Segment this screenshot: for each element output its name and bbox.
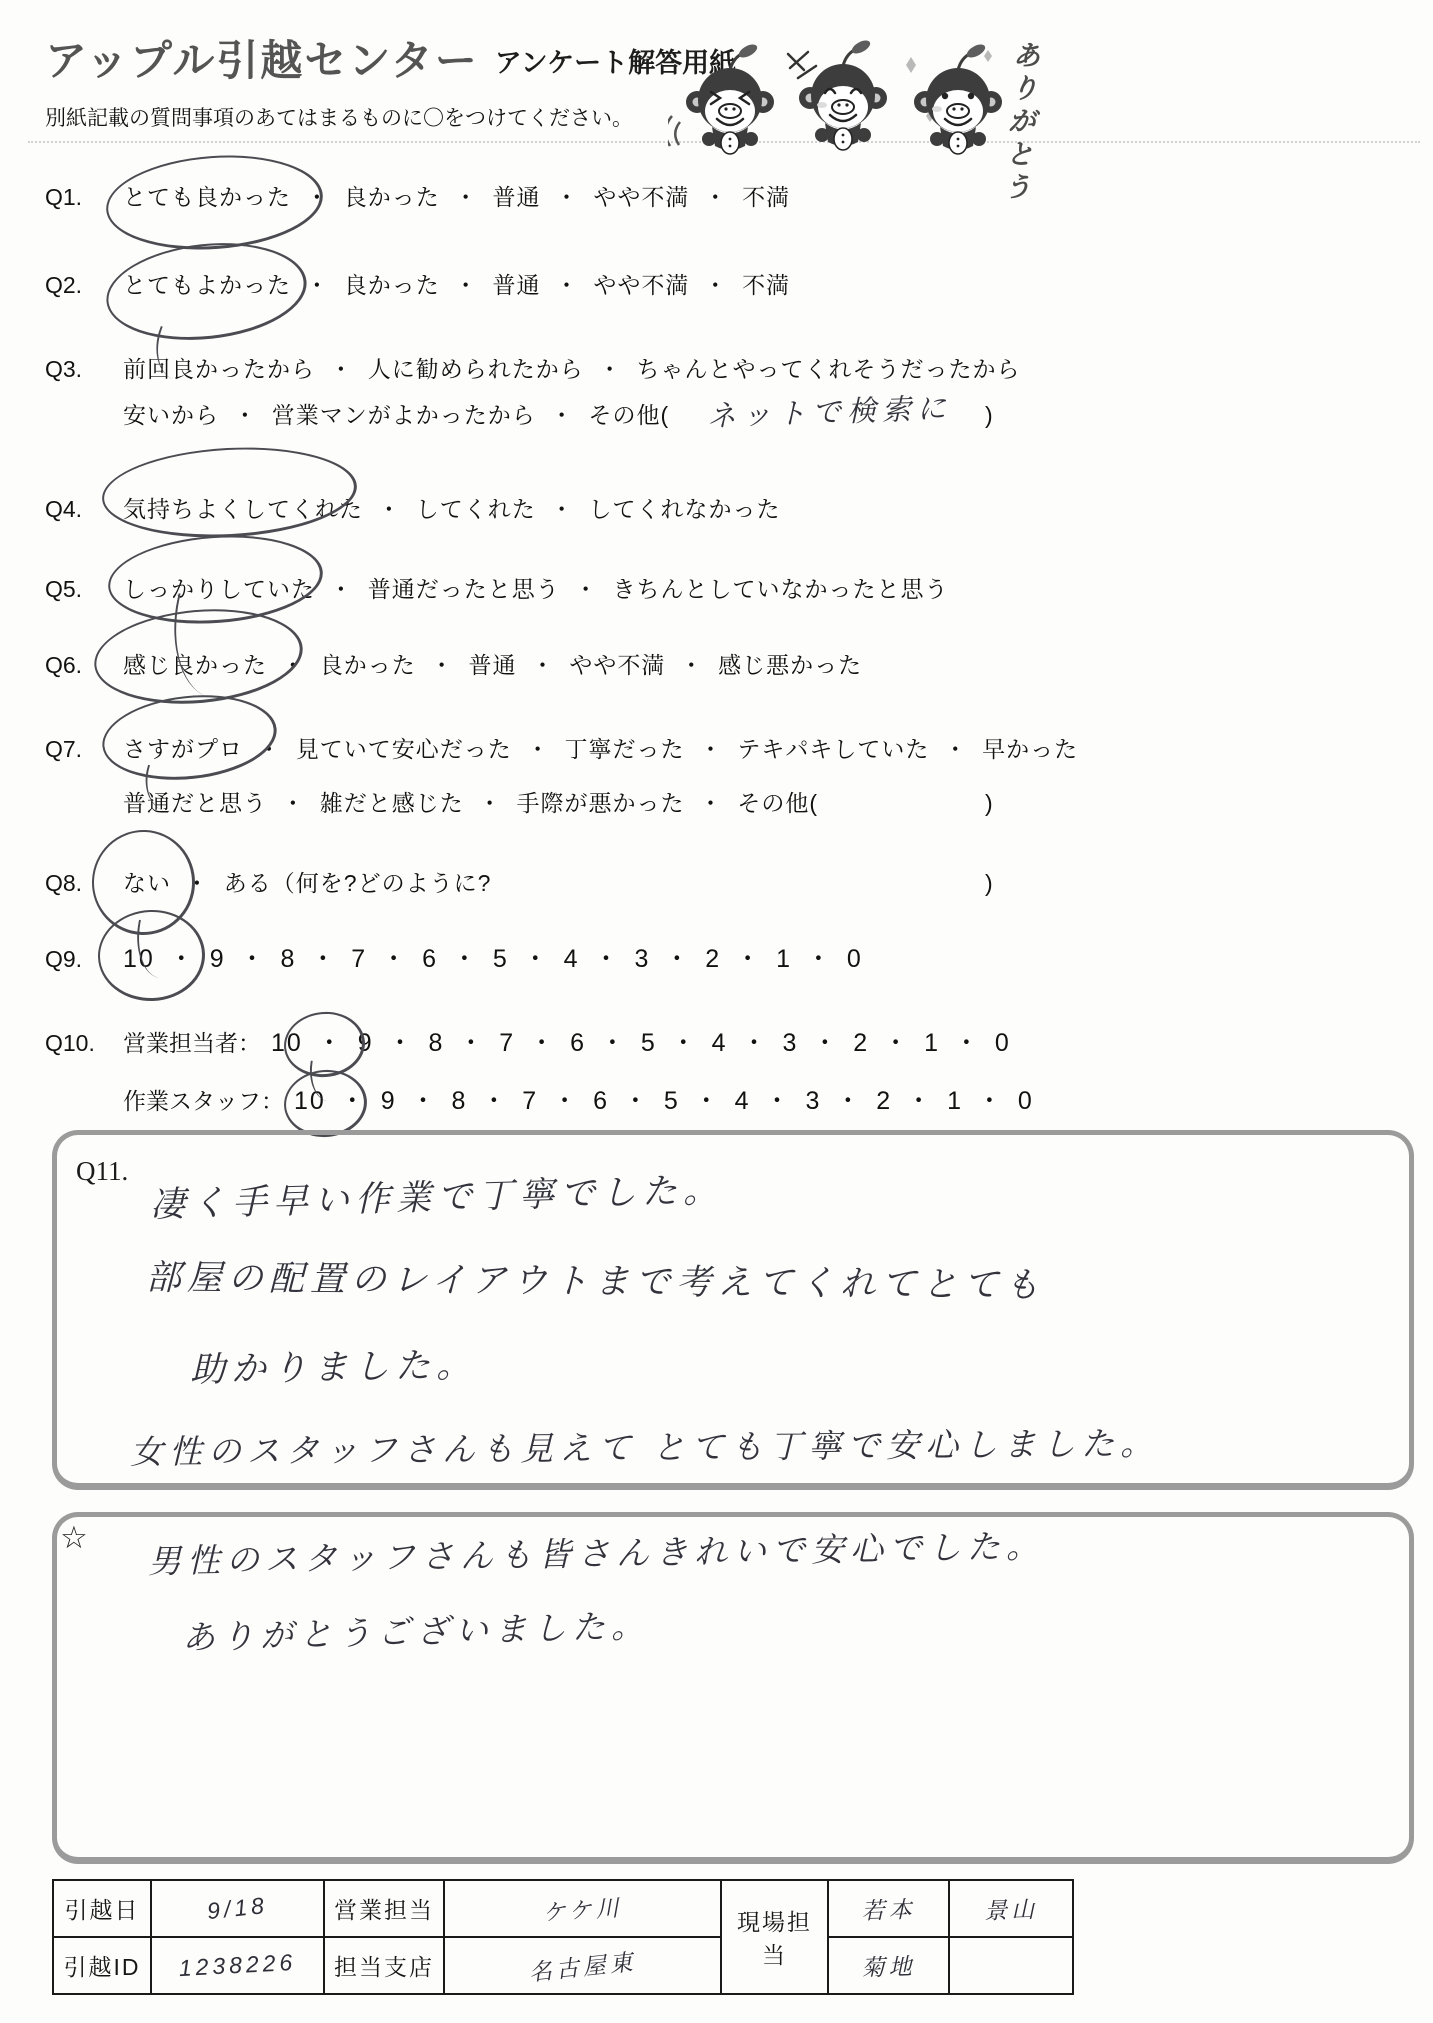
- question-number-q3: Q3.: [45, 356, 83, 382]
- branch-value: 名古屋東: [442, 1923, 723, 2009]
- score-scale-q9: 10 ・ 9 ・ 8 ・ 7 ・ 6 ・ 5 ・ 4 ・ 3 ・ 2 ・ 1 ・ 0: [123, 945, 863, 973]
- sales-rep-value: ケケ川: [442, 1870, 722, 1946]
- header: [45, 37, 737, 84]
- branch-label: 担当支店: [324, 1937, 444, 1994]
- score-label-staff: 作業スタッフ：: [123, 1088, 284, 1114]
- question-number-q6: Q6.: [45, 652, 83, 678]
- move-id-value: 1238226: [150, 1933, 326, 1999]
- footer-table: [52, 1879, 1074, 1995]
- close-paren-q8: ): [985, 870, 993, 896]
- empty-cell: [949, 1937, 1073, 1994]
- question-options-q5: しっかりしていた ・ 普通だったと思う ・ きちんとしていなかったと思う: [123, 576, 949, 602]
- question-options-q3-line1: 前回良かったから ・ 人に勧められたから ・ ちゃんとやってくれそうだったから: [123, 356, 1021, 382]
- question-row-q10-staff: [45, 1086, 1034, 1116]
- site-crew-name-1: 若本: [827, 1878, 950, 1939]
- question-row-q3-line1: [45, 354, 1021, 384]
- handwritten-circle-q7: [98, 687, 281, 788]
- handwritten-comment-line: 凄く手早い作業で丁寧でした。: [149, 1170, 725, 1225]
- question-options-q6: 感じ良かった ・ 良かった ・ 普通 ・ やや不満 ・ 感じ悪かった: [123, 652, 863, 678]
- handwritten-answer-q3-other: ネットで検索に: [706, 392, 953, 434]
- question-number-q8: Q8.: [45, 870, 83, 896]
- score-label-sales: 営業担当者：: [123, 1030, 261, 1056]
- score-scale-q10-sales: 10 ・ 9 ・ 8 ・ 7 ・ 6 ・ 5 ・ 4 ・ 3 ・ 2 ・ 1 ・ 0: [271, 1029, 1011, 1057]
- question-number-q7: Q7.: [45, 736, 83, 762]
- question-options-q3-line2: 安いから ・ 営業マンがよかったから ・ その他(: [123, 402, 670, 428]
- question-options-q4: 気持ちよくしてくれた ・ してくれた ・ してくれなかった: [123, 496, 781, 522]
- question-options-q1: とても良かった ・ 良かった ・ 普通 ・ やや不満 ・ 不満: [123, 184, 791, 210]
- handwritten-circle-q4: [100, 441, 359, 543]
- handwritten-comment-line: 助かりました。: [189, 1345, 478, 1390]
- question-number-q11: Q11.: [76, 1156, 129, 1186]
- question-number-spacer: [45, 1086, 123, 1116]
- question-options-q2: とてもよかった ・ 良かった ・ 普通 ・ やや不満 ・ 不満: [123, 272, 791, 298]
- move-date-label: 引越日: [53, 1880, 151, 1937]
- site-crew-name-3: 菊地: [827, 1935, 950, 1996]
- instruction-text: 別紙記載の質問事項のあてはまるものに〇をつけてください。: [45, 107, 633, 130]
- move-id-label: 引越ID: [53, 1937, 151, 1994]
- table-row: [53, 1880, 1073, 1937]
- question-row-q3-line2: [45, 392, 993, 434]
- sales-rep-label: 営業担当: [324, 1880, 444, 1937]
- form-title: アンケート解答用紙: [494, 48, 737, 78]
- question-number-q10: Q10.: [45, 1030, 95, 1056]
- question-number-q2: Q2.: [45, 272, 83, 298]
- close-paren-q7: ): [985, 790, 993, 816]
- handwritten-comment-line: 女性のスタッフさんも見えて とても丁寧で安心しました。: [129, 1424, 1160, 1471]
- question-options-q8: ない ・ ある（何を?どのように?: [123, 870, 492, 896]
- monkey-mascots-illustration: [668, 22, 1018, 172]
- question-number-q5: Q5.: [45, 576, 83, 602]
- score-scale-q10-staff: 10 ・ 9 ・ 8 ・ 7 ・ 6 ・ 5 ・ 4 ・ 3 ・ 2 ・ 1 ・ 0: [294, 1087, 1034, 1115]
- star-icon: ☆: [60, 1520, 88, 1555]
- brand-title: アップル引越センター: [45, 37, 479, 84]
- site-crew-label: 現場担当: [721, 1880, 828, 1994]
- question-options-q7-line1: さすがプロ ・ 見ていて安心だった ・ 丁寧だった ・ テキパキしていた ・ 早かった: [123, 736, 1079, 762]
- table-row: [53, 1937, 1073, 1994]
- question-number-q4: Q4.: [45, 496, 83, 522]
- close-paren-q3: ): [985, 402, 993, 428]
- handwritten-comment-line: ありがとうございました。: [181, 1606, 651, 1657]
- thanks-vertical-text: ありがとう: [999, 39, 1042, 206]
- handwritten-comment-line: 部屋の配置のレイアウトまで考えてくれてとても: [145, 1258, 1046, 1305]
- handwritten-comment-line: 男性のスタッフさんも皆さんきれいで安心でした。: [147, 1527, 1046, 1580]
- handwritten-circle-q2: [102, 234, 312, 349]
- question-number-q9: Q9.: [45, 946, 83, 972]
- question-options-q7-line2: 普通だと思う ・ 雑だと感じた ・ 手際が悪かった ・ その他(: [123, 790, 818, 816]
- site-crew-name-2: 景山: [948, 1878, 1074, 1939]
- handwritten-circle-q1: [103, 149, 326, 257]
- move-date-value: 9/18: [148, 1871, 326, 1946]
- question-number-q1: Q1.: [45, 184, 83, 210]
- question-row-q10-sales: [45, 1028, 1011, 1058]
